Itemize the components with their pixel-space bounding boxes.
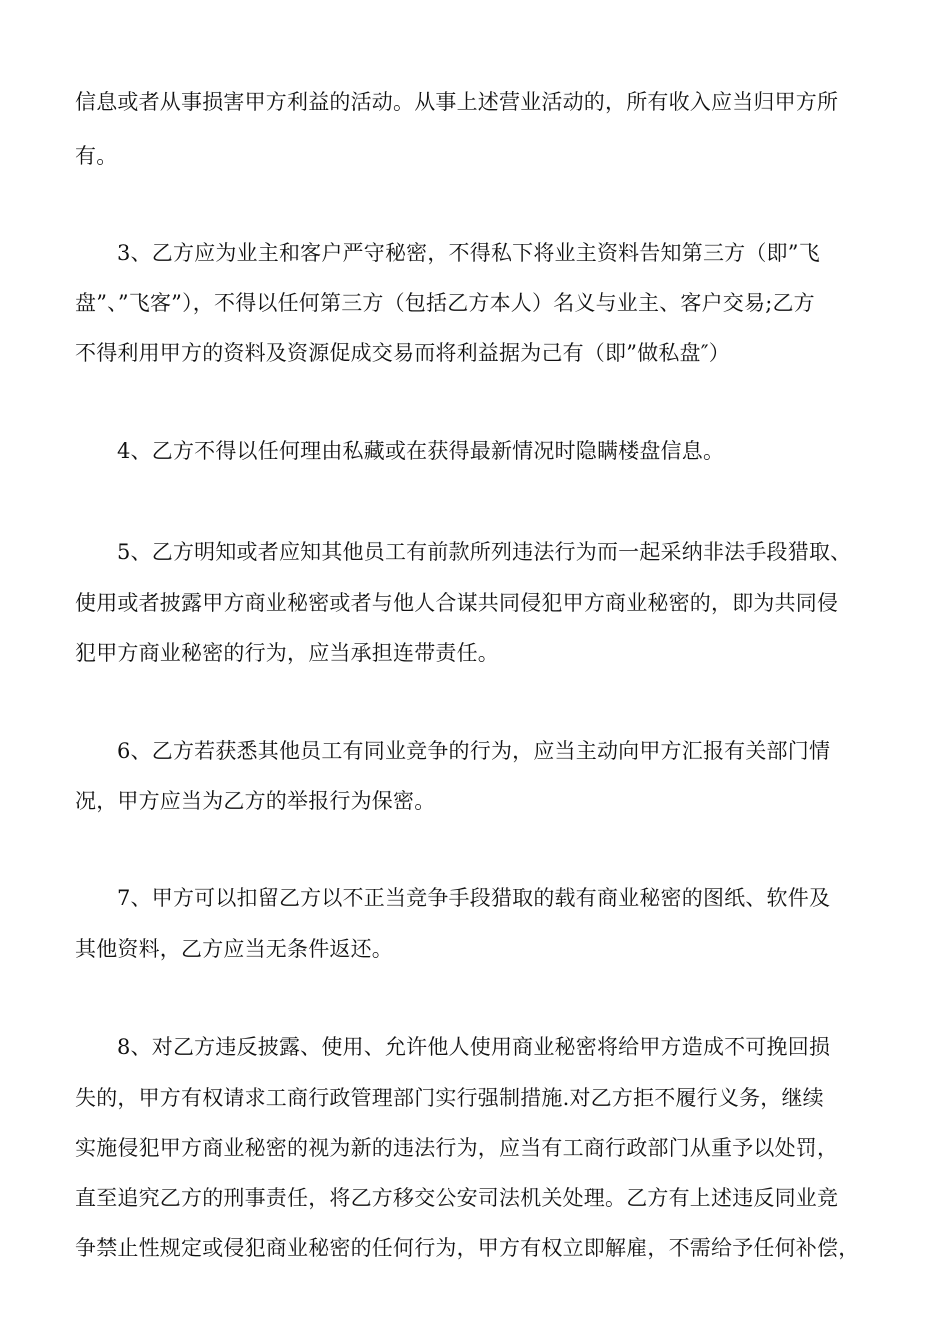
text-line: 犯甲方商业秘密的行为，应当承担连带责任。 bbox=[75, 641, 499, 665]
text-line: 7、甲方可以扣留乙方以不正当竞争手段猎取的载有商业秘密的图纸、软件及 bbox=[117, 886, 831, 910]
text-line: 直至追究乙方的刑事责任，将乙方移交公安司法机关处理。乙方有上述违反同业竞 bbox=[75, 1186, 839, 1210]
text-line: 5、乙方明知或者应知其他员工有前款所列违法行为而一起采纳非法手段猎取、 bbox=[117, 540, 852, 564]
text-line: 有。 bbox=[75, 144, 118, 168]
text-line: 盘”、”飞客”），不得以任何第三方（包括乙方本人）名义与业主、客户交易;乙方 bbox=[75, 291, 815, 315]
text-line: 信息或者从事损害甲方利益的活动。从事上述营业活动的，所有收入应当归甲方所 bbox=[75, 90, 839, 114]
text-line: 实施侵犯甲方商业秘密的视为新的违法行为，应当有工商行政部门从重予以处罚， bbox=[75, 1136, 839, 1160]
text-line: 使用或者披露甲方商业秘密或者与他人合谋共同侵犯甲方商业秘密的，即为共同侵 bbox=[75, 591, 839, 615]
text-line: 4、乙方不得以任何理由私藏或在获得最新情况时隐瞒楼盘信息。 bbox=[117, 439, 725, 463]
text-line: 8、对乙方违反披露、使用、允许他人使用商业秘密将给甲方造成不可挽回损 bbox=[117, 1035, 831, 1059]
text-line: 不得利用甲方的资料及资源促成交易而将利益据为己有（即”做私盘″） bbox=[75, 341, 730, 365]
text-line: 争禁止性规定或侵犯商业秘密的任何行为，甲方有权立即解雇，不需给予任何补偿， bbox=[75, 1236, 860, 1260]
text-line: 失的，甲方有权请求工商行政管理部门实行强制措施.对乙方拒不履行义务，继续 bbox=[75, 1086, 824, 1110]
text-line: 况，甲方应当为乙方的举报行为保密。 bbox=[75, 789, 436, 813]
text-line: 其他资料，乙方应当无条件返还。 bbox=[75, 937, 393, 961]
text-line: 6、乙方若获悉其他员工有同业竞争的行为，应当主动向甲方汇报有关部门情 bbox=[117, 739, 831, 763]
text-line: 3、乙方应为业主和客户严守秘密，不得私下将业主资料告知第三方（即”飞 bbox=[117, 241, 820, 265]
